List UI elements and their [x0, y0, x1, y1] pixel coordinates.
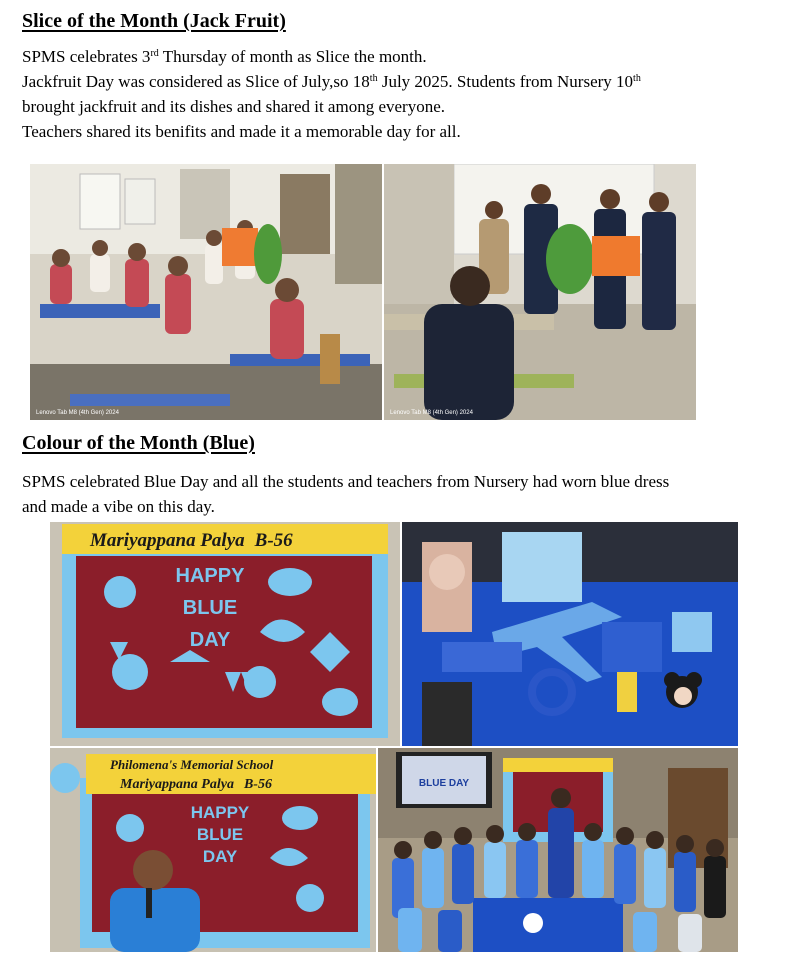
slice-line-3: brought jackfruit and its dishes and shared it among everyone. — [22, 97, 445, 116]
classroom-photo — [30, 164, 382, 420]
colour-description — [22, 469, 782, 519]
student-speech-photo — [50, 748, 376, 952]
svg-text:HAPPY: HAPPY — [190, 803, 250, 822]
section-title-colour: Colour of the Month (Blue) — [22, 432, 255, 454]
svg-text:Mariyappana PalyaB-56: Mariyappana Palya B-56 — [120, 777, 272, 792]
svg-text:BLUE: BLUE — [196, 825, 244, 844]
colour-line-1: SPMS celebrated Blue Day and all the students and teachers from Nursery had worn blue dress — [22, 472, 670, 491]
blue-items-photo — [402, 522, 738, 746]
svg-text:HAPPY: HAPPY — [175, 565, 245, 587]
slice-line-4: Teachers shared its benifits and made it a memorable day for all. — [22, 122, 461, 141]
section-title-slice: Slice of the Month (Jack Fruit) — [22, 10, 286, 32]
svg-text:DAY: DAY — [202, 847, 238, 866]
slice-line-1: SPMS celebrates 3rd Thursday of month as Slice the month. — [22, 47, 427, 66]
svg-text:BLUE DAY: BLUE DAY — [418, 778, 470, 789]
svg-text:DAY: DAY — [189, 629, 231, 651]
photo-watermark-2: Lenovo Tab M8 (4th Gen) 2024 — [390, 410, 473, 416]
presentation-photo — [384, 164, 696, 420]
colour-line-2: and made a vibe on this day. — [22, 497, 215, 516]
svg-text:BLUE: BLUE — [182, 597, 238, 619]
blue-day-board-photo — [50, 522, 400, 746]
group-photo — [378, 748, 738, 952]
slice-line-2: Jackfruit Day was considered as Slice of July,so 18th July 2025. Students from Nursery 10th — [22, 72, 641, 91]
svg-text:Philomena's Memorial School: Philomena's Memorial School — [110, 757, 274, 772]
photo-watermark: Lenovo Tab M8 (4th Gen) 2024 — [36, 410, 119, 416]
slice-description — [22, 44, 782, 144]
svg-text:Mariyappana PalyaB-56: Mariyappana Palya B-56 — [90, 530, 293, 551]
